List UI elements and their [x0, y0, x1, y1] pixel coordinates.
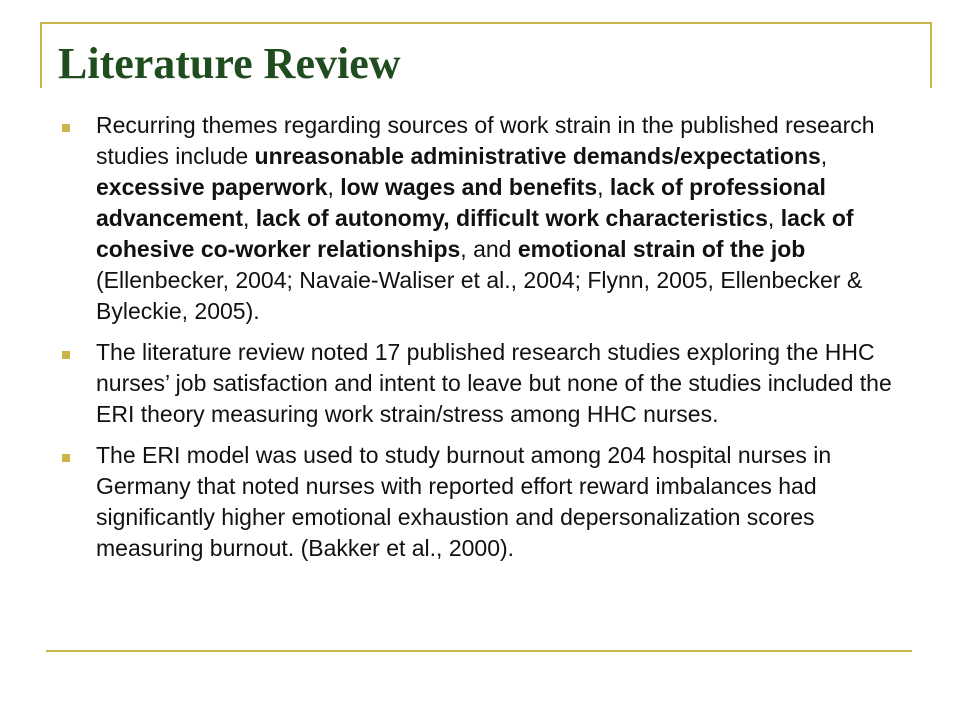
bullet-1-bold-emotional-strain: emotional strain of the job	[517, 236, 806, 262]
bullet-2-text: The literature review noted 17 published research studies exploring the HHC nurses’ job satisfaction and intent to leave but none of the studies included the ERI theory measuring work strain/stress among HHC nurses.	[96, 339, 892, 427]
bullet-1-separator: , and	[460, 236, 518, 262]
bullet-1-separator: ,	[767, 205, 781, 231]
left-rule	[40, 22, 42, 88]
bullet-list	[58, 110, 914, 564]
bullet-1-separator: ,	[243, 205, 256, 231]
bottom-rule	[46, 650, 912, 652]
bullet-1-separator: ,	[327, 174, 341, 200]
square-bullet-icon	[62, 351, 70, 359]
bullet-item-2	[58, 337, 914, 430]
bullet-1-bold-advancement: lack of professional advancement	[96, 174, 826, 231]
bullet-1-separator: ,	[597, 174, 610, 200]
bullet-1-text: Recurring themes regarding sources of work strain in the published research studies include	[96, 112, 875, 169]
bullet-1-bold-admin-demands: unreasonable administrative demands/expectations	[254, 143, 821, 169]
bullet-1-bold-autonomy: lack of autonomy, difficult work characteristics	[255, 205, 768, 231]
bullet-1-bold-paperwork: excessive paperwork	[96, 174, 328, 200]
bullet-item-1	[58, 110, 914, 327]
top-rule	[40, 22, 932, 24]
bullet-1-bold-wages: low wages and benefits	[340, 174, 598, 200]
square-bullet-icon	[62, 454, 70, 462]
right-rule	[930, 22, 932, 88]
bullet-1-bold-relationships: lack of cohesive co-worker relationships	[96, 205, 854, 262]
bullet-1-citations: (Ellenbecker, 2004; Navaie-Waliser et al., 2004; Flynn, 2005, Ellenbecker & Byleckie, 2005).	[96, 267, 863, 324]
square-bullet-icon	[62, 124, 70, 132]
slide-title: Literature Review	[58, 39, 401, 88]
bullet-3-text: The ERI model was used to study burnout among 204 hospital nurses in Germany that noted nurses with reported effort reward imbalances had significantly higher emotional exhaustion and depersonalization scores measuring burnout. (Bakker et al., 2000).	[96, 442, 832, 561]
bullet-1-separator: ,	[820, 143, 828, 169]
bullet-item-3	[58, 440, 914, 564]
